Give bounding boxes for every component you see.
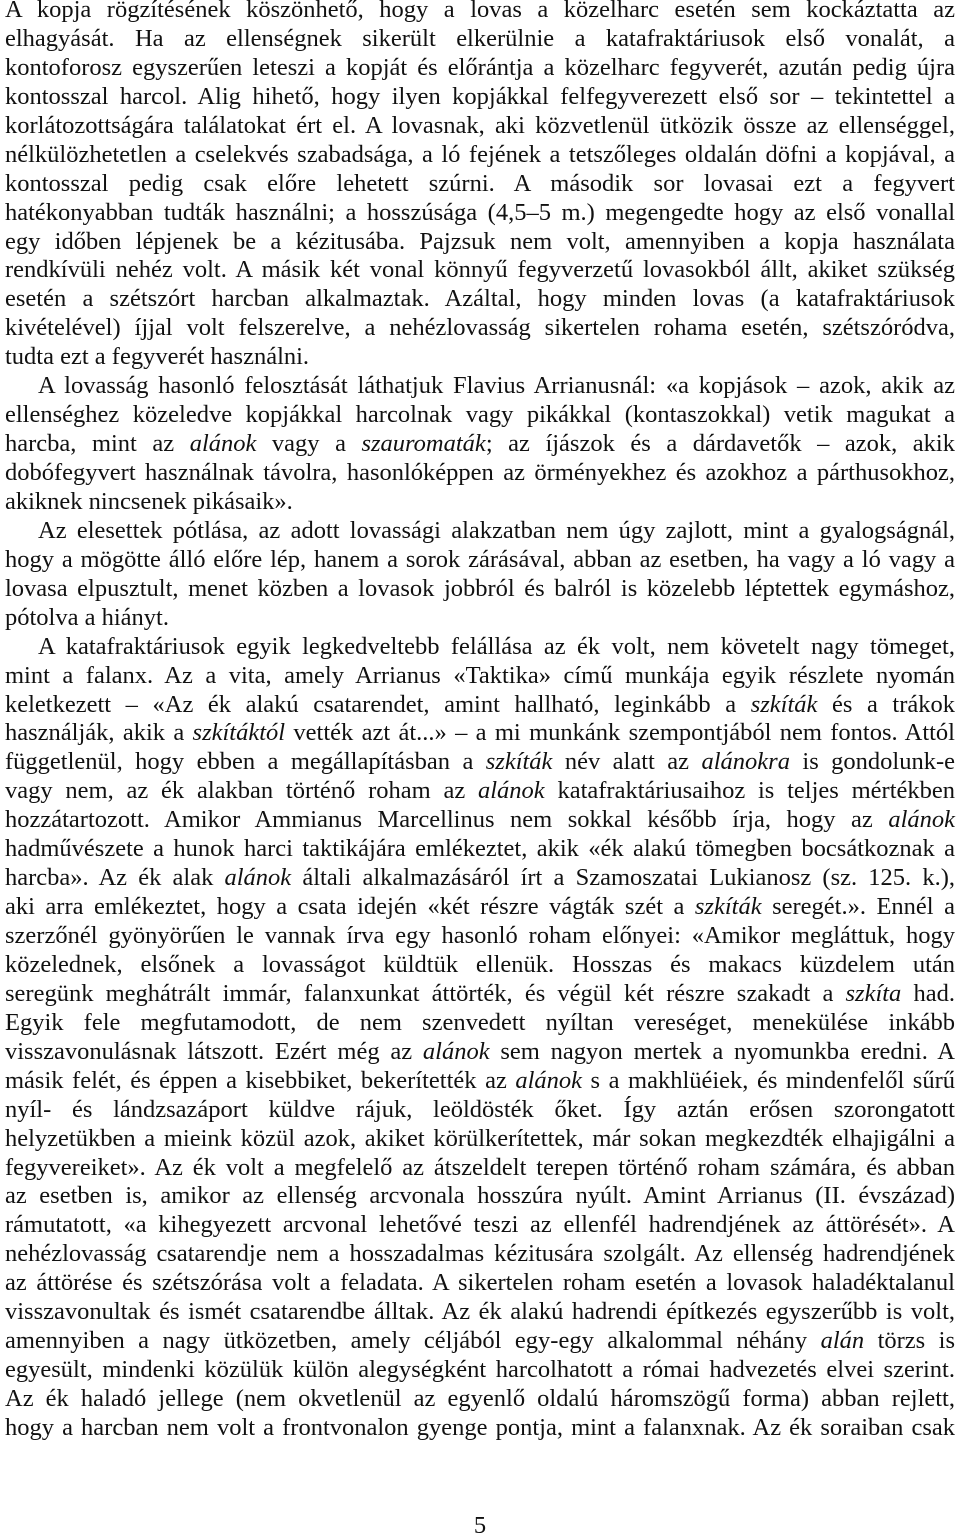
text-run: dobófegyvert használnak távolra, hasonlóképpen az örményekhez és azokhoz a párthusokhoz, <box>5 459 955 486</box>
text-run: katafraktáriusaihoz is teljes mértékben <box>544 777 955 805</box>
text-line <box>5 922 955 951</box>
text-line <box>5 343 955 372</box>
text-run: aki arra emlékeztet, hogy a csata idején «két részre vágták szét a <box>5 893 695 921</box>
text-line <box>5 285 955 314</box>
text-run: Az elesettek pótlása, az adott lovassági alakzatban nem úgy zajlott, mint a gyalogságnál, <box>38 516 955 544</box>
text-run: seregét.». Ennél a <box>761 893 955 921</box>
paragraph <box>5 372 955 517</box>
italic-text-run: szauromaták <box>361 430 486 458</box>
text-run: Az ék haladó jellege (nem okvetlenül az egyenlő oldalú háromszögű forma) abban rejlett, <box>5 1385 955 1412</box>
text-run: A katafraktáriusok egyik legkedveltebb felállása az ék volt, nem követelt nagy tömeget, <box>38 632 955 660</box>
text-line <box>5 633 955 662</box>
text-line <box>5 806 955 835</box>
text-line <box>5 228 955 257</box>
text-run: esetén a szétszórt harcban alkalmaztak. Azáltal, hogy minden lovas (a katafraktáriusok <box>5 285 955 313</box>
text-line <box>5 314 955 343</box>
italic-text-run: alánok <box>189 430 257 458</box>
text-run: másik felét, és éppen a kisebbiket, bekerítették az <box>5 1066 516 1094</box>
text-line <box>5 488 955 517</box>
italic-text-run: szkíták <box>485 748 553 776</box>
text-line <box>5 719 955 748</box>
text-line <box>5 256 955 285</box>
text-line <box>5 980 955 1009</box>
text-run: visszavonultak és ismét csatarendbe álltak. Az ék alakú hadrendi építkezés egyszerűbb is volt, <box>5 1298 955 1326</box>
text-run: kontoforosz egyszerűen leteszi a kopját és előrántja a közelharc fegyverét, azután pedig újra <box>5 53 955 81</box>
text-run: egy időben lépjenek be a kézitusába. Pajzsuk nem volt, amennyiben a kopja használata <box>5 227 955 255</box>
text-run: kontosszal pedig csak előre lehetett szúrni. A második sor lovasai ezt a fegyvert <box>5 169 955 197</box>
italic-text-run: alánok <box>478 777 545 805</box>
text-line <box>5 748 955 777</box>
page-number: 5 <box>473 1512 487 1537</box>
text-run: törzs is <box>864 1327 955 1355</box>
italic-text-run: alánok <box>224 864 292 892</box>
text-run: A lovasság hasonló felosztását láthatjuk Flavius Arrianusnál: «a kopjások – azok, akik az <box>38 372 955 400</box>
text-line <box>5 1154 955 1183</box>
text-run: hogy a mögötte álló előre lép, hanem a sorok zárásával, abban az esetben, ha vagy a ló vagy a <box>5 545 955 573</box>
text-line <box>5 864 955 893</box>
text-line <box>5 83 955 112</box>
text-line <box>5 1298 955 1327</box>
italic-text-run: szkíták <box>750 690 818 718</box>
text-line <box>5 1269 955 1298</box>
text-line <box>5 777 955 806</box>
text-run: mint a falanx. Az a vita, amely Arrianus «Taktika» című munkája egyik részlete nyomán <box>5 661 955 689</box>
text-line <box>5 1182 955 1211</box>
paragraph <box>5 633 955 1443</box>
italic-text-run: alánok <box>422 1037 490 1065</box>
text-line <box>5 459 955 488</box>
text-line <box>5 1125 955 1154</box>
text-run: kivételével) íjjal volt felszerelve, a nehézlovasság sikertelen rohama esetén, szétszóródva, <box>5 314 955 342</box>
text-line <box>5 546 955 575</box>
text-line <box>5 430 955 459</box>
text-run: elhagyását. Ha az ellenségnek sikerült elkerülnie a katafraktáriusok első vonalát, a <box>5 24 955 52</box>
text-run: helyzetükben a mieink közül azok, akiket körülkerítettek, már sokan megkezdték elhajigálni a <box>5 1124 955 1152</box>
text-line <box>5 1067 955 1096</box>
italic-text-run: szkíta <box>845 979 902 1007</box>
text-run: is gondolunk-e <box>789 748 956 776</box>
text-run: közelednek, elsőnek a lovasságot küldtük ellenük. Hosszas és makacs küzdelem után <box>5 950 955 978</box>
text-run: amennyiben a nagy ütközetben, amely céljából egy-egy alkalommal néhány <box>5 1327 821 1355</box>
text-run: hatékonyabban tudták használni; a hosszúsága (4,5–5 m.) megengedte hogy az első vonallal <box>5 198 955 226</box>
text-line <box>5 575 955 604</box>
text-run: kontosszal harcol. Alig hihető, hogy ilyen kopjákkal felfegyverezett első sor – tekintettel a <box>5 82 955 110</box>
italic-text-run: szkítáktól <box>192 719 286 747</box>
italic-text-run: alánok <box>515 1066 583 1094</box>
text-line <box>5 0 955 25</box>
italic-text-run: szkíták <box>694 893 762 921</box>
text-line <box>5 835 955 864</box>
text-run: szerzőnél gyönyörűen le vannak írva egy hasonló roham előnyei: «Amikor megláttuk, hogy <box>5 922 955 949</box>
text-line <box>5 1211 955 1240</box>
text-run: sem nagyon mertek a nyomunkba eredni. A <box>489 1037 955 1065</box>
text-line <box>5 517 955 546</box>
text-line <box>5 604 955 633</box>
text-run: vagy nem, az ék alakban történő roham az <box>5 777 478 805</box>
text-run: harcba». Az ék alak <box>5 864 225 892</box>
body-text <box>5 0 955 1443</box>
text-line <box>5 112 955 141</box>
text-run: Egyik fele megfutamodott, de nem szenvedett nyíltan vereséget, menekülése inkább <box>5 1008 955 1036</box>
text-line <box>5 1096 955 1125</box>
text-run: A kopja rögzítésének köszönhető, hogy a lovas a közelharc esetén sem kockáztatta az <box>5 0 955 23</box>
text-run: rámutatott, «a kihegyezett arcvonal lehetővé teszi az ellenfél hadrendjének az áttörését». A <box>5 1211 955 1239</box>
text-run: hozzátartozott. Amikor Ammianus Marcellinus nem sokkal később írja, hogy az <box>5 806 889 834</box>
text-run: az esetben is, amikor az ellenség arcvonala hosszúra nyúlt. Amint Arrianus (II. évszázad) <box>5 1182 955 1210</box>
text-run: korlátozottságára találatokat ért el. A lovasnak, aki közvetlenül ütközik össze az ellenséggel, <box>5 111 955 139</box>
text-run: az áttörése és szétszórása volt a feladata. A sikertelen roham esetén a lovasok haladéktalanul <box>5 1269 955 1297</box>
text-run: nélkülözhetetlen a cselekvés szabadsága, a ló fejének a tetszőleges oldalán döfni a kopjával, a <box>5 140 955 168</box>
italic-text-run: alánokra <box>701 748 790 776</box>
text-line <box>5 199 955 228</box>
text-run: lovasa elpusztult, menet közben a lovasok jobbról és balról is közelebb léptettek egymáshoz, <box>5 574 955 602</box>
paragraph <box>5 0 955 372</box>
text-run: hadművészete a hunok harci taktikájára emlékeztet, akik «ék alakú tömegben bocsátkoznak a <box>5 835 955 863</box>
text-run: had. <box>901 979 955 1007</box>
text-line <box>5 1038 955 1067</box>
text-line <box>5 1240 955 1269</box>
text-line <box>5 401 955 430</box>
text-run: hogy a harcban nem volt a frontvonalon gyenge pontja, mint a falanxnak. Az ék soraiban csak <box>5 1413 955 1441</box>
text-run: rendkívüli nehéz volt. A másik két vonal könnyű fegyverzetű lovasokból állt, akiket szükség <box>5 256 955 284</box>
text-run: tudta ezt a fegyverét használni. <box>5 343 310 371</box>
text-line <box>5 372 955 401</box>
text-run: vagy a <box>256 430 362 458</box>
text-run: keletkezett – «Az ék alakú csatarendet, amint hallható, leginkább a <box>5 690 751 718</box>
text-line <box>5 1356 955 1385</box>
paragraph <box>5 517 955 633</box>
text-run: függetlenül, hogy ebben a megállapításban a <box>5 748 486 776</box>
text-run: név alatt az <box>552 748 702 776</box>
text-run: s a makhlüéiek, és mindenfelől sűrű <box>582 1066 955 1094</box>
text-line <box>5 1414 955 1443</box>
italic-text-run: alánok <box>888 806 955 834</box>
text-line <box>5 662 955 691</box>
text-line <box>5 25 955 54</box>
text-line <box>5 54 955 83</box>
text-run: egyesült, mindenki közülük külön alegységként harcolhatott a római hadvezetés elvei szerint. <box>5 1356 955 1384</box>
text-run: harcba, mint az <box>5 430 190 458</box>
text-run: ; az íjászok és a dárdavetők – azok, akik <box>485 430 955 458</box>
text-run: nehézlovasság csatarendje nem a hosszadalmas kézitusára szolgált. Az ellenség hadrendjének <box>5 1240 955 1268</box>
italic-text-run: alán <box>820 1327 865 1355</box>
text-run: ellenséghez közeledve kopjákkal harcolnak vagy pikákkal (kontaszokkal) vetik magukat a <box>5 401 955 429</box>
text-run: seregünk meghátrált immár, falanxunkat áttörték, és végül két részre szakadt a <box>5 979 846 1007</box>
text-run: pótolva a hiányt. <box>5 603 169 631</box>
text-line <box>5 893 955 922</box>
text-line <box>5 1327 955 1356</box>
text-run: használják, akik a <box>5 719 193 747</box>
text-line <box>5 691 955 720</box>
text-run: általi alkalmazásáról írt a Szamoszatai Lukianosz (sz. 125. k.), <box>291 864 955 892</box>
text-run: vették azt át...» – a mi munkánk szempontjából nem fontos. Attól <box>285 719 955 747</box>
text-run: fegyvereiket». Az ék volt a megfelelő az átszeldelt terepen történő roham számára, és abban <box>5 1153 955 1181</box>
text-run: visszavonulásnak látszott. Ezért még az <box>5 1037 423 1065</box>
text-line <box>5 1385 955 1414</box>
text-run: és a trákok <box>817 690 955 718</box>
text-line <box>5 951 955 980</box>
text-line <box>5 170 955 199</box>
text-run: nyíl- és lándzsazáport küldve rájuk, leöldösték őket. Így aztán erősen szorongatott <box>5 1095 955 1123</box>
text-line <box>5 141 955 170</box>
text-run: akiknek nincsenek pikásaik». <box>5 487 293 515</box>
text-line <box>5 1009 955 1038</box>
